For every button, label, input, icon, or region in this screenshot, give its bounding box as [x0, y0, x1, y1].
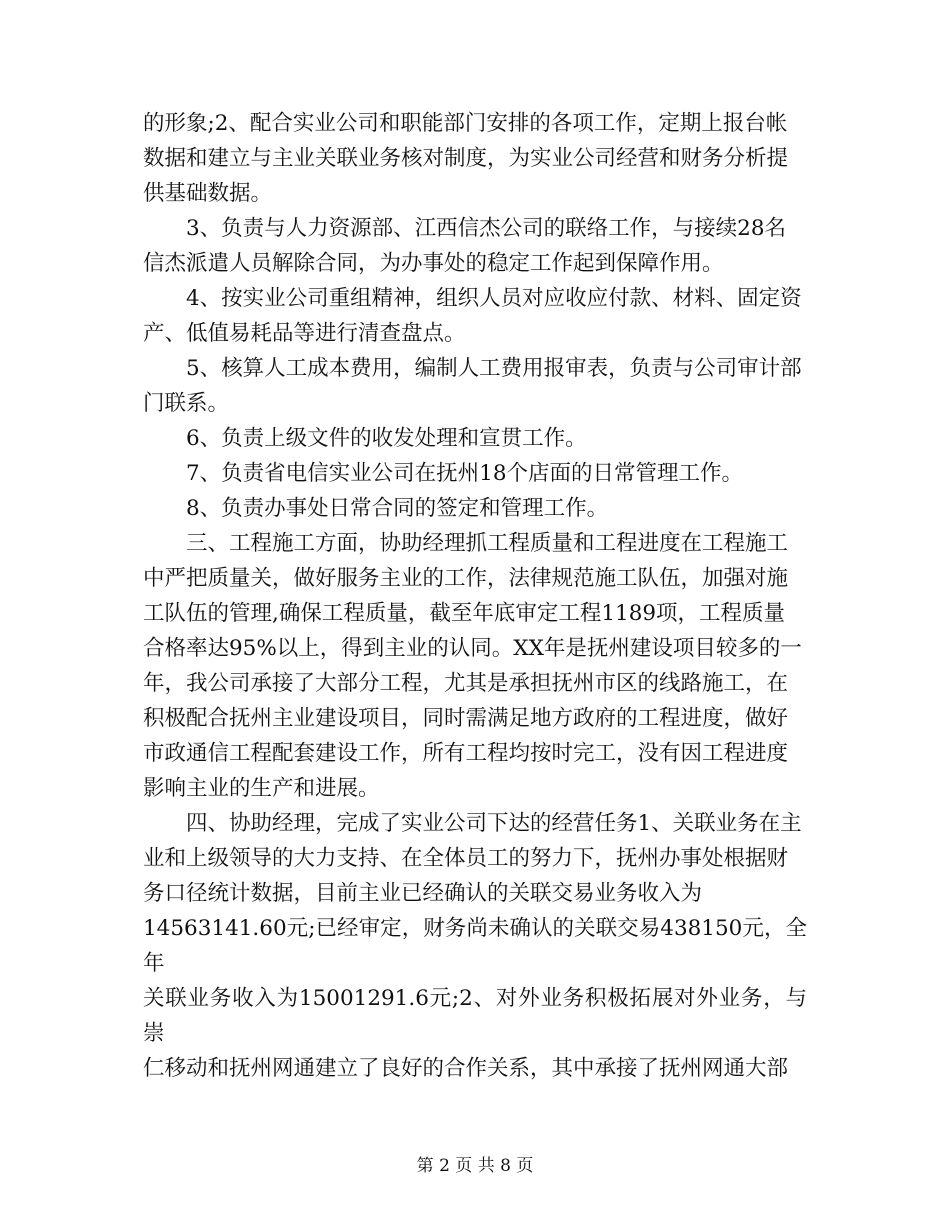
text-line: 6、负责上级文件的收发处理和宣贯工作。	[186, 426, 587, 451]
paragraph-3	[143, 281, 807, 351]
paragraph-4	[143, 351, 807, 421]
text-line: 的形象;2、配合实业公司和职能部门安排的各项工作，定期上报台帐	[143, 111, 788, 136]
text-line: 务口径统计数据，目前主业已经确认的关联交易业务收入为	[143, 881, 703, 906]
text-line: 积极配合抚州主业建设项目，同时需满足地方政府的工程进度，做好	[143, 706, 789, 731]
paragraph-5	[143, 421, 807, 456]
paragraph-6	[143, 456, 807, 491]
document-body	[143, 106, 807, 1086]
page-number-footer: 第 2 页 共 8 页	[416, 1156, 534, 1176]
text-line: 8、负责办事处日常合同的签定和管理工作。	[186, 496, 609, 521]
paragraph-7	[143, 491, 807, 526]
text-line: 7、负责省电信实业公司在抚州18个店面的日常管理工作。	[186, 461, 744, 486]
paragraph-1	[143, 106, 807, 211]
text-line: 信杰派遣人员解除合同，为办事处的稳定工作起到保障作用。	[143, 251, 724, 276]
text-line: 5、核算人工成本费用，编制人工费用报审表，负责与公司审计部	[186, 356, 802, 381]
text-line: 年，我公司承接了大部分工程，尤其是承担抚州市区的线路施工，在	[143, 671, 789, 696]
text-line: 4、按实业公司重组精神，组织人员对应收应付款、材料、固定资	[186, 286, 802, 311]
paragraph-9	[143, 806, 807, 1086]
text-line: 工队伍的管理,确保工程质量，截至年底审定工程1189项，工程质量	[143, 601, 786, 626]
paragraph-2	[143, 211, 807, 281]
text-line: 数据和建立与主业关联业务核对制度，为实业公司经营和财务分析提	[143, 146, 789, 171]
text-line: 合格率达95%以上，得到主业的认同。XX年是抚州建设项目较多的一	[143, 636, 802, 661]
text-line: 关联业务收入为15001291.6元;2、对外业务积极拓展对外业务，与崇	[143, 986, 807, 1046]
text-line: 三、工程施工方面，协助经理抓工程质量和工程进度在工程施工	[186, 531, 789, 556]
text-line: 仁移动和抚州网通建立了良好的合作关系，其中承接了抚州网通大部	[143, 1056, 789, 1081]
paragraph-8	[143, 526, 807, 806]
text-line: 产、低值易耗品等进行清查盘点。	[143, 321, 466, 346]
text-line: 业和上级领导的大力支持、在全体员工的努力下，抚州办事处根据财	[143, 846, 789, 871]
text-line: 供基础数据。	[143, 181, 273, 206]
text-line: 市政通信工程配套建设工作，所有工程均按时完工，没有因工程进度	[143, 741, 789, 766]
text-line: 影响主业的生产和进展。	[143, 776, 380, 801]
text-line: 门联系。	[143, 391, 230, 416]
text-line: 中严把质量关，做好服务主业的工作，法律规范施工队伍，加强对施	[143, 566, 789, 591]
text-line: 四、协助经理，完成了实业公司下达的经营任务1、关联业务在主	[186, 811, 802, 836]
text-line: 14563141.60元;已经审定，财务尚未确认的关联交易438150元，全年	[143, 916, 807, 976]
text-line: 3、负责与人力资源部、江西信杰公司的联络工作，与接续28名	[186, 216, 787, 241]
